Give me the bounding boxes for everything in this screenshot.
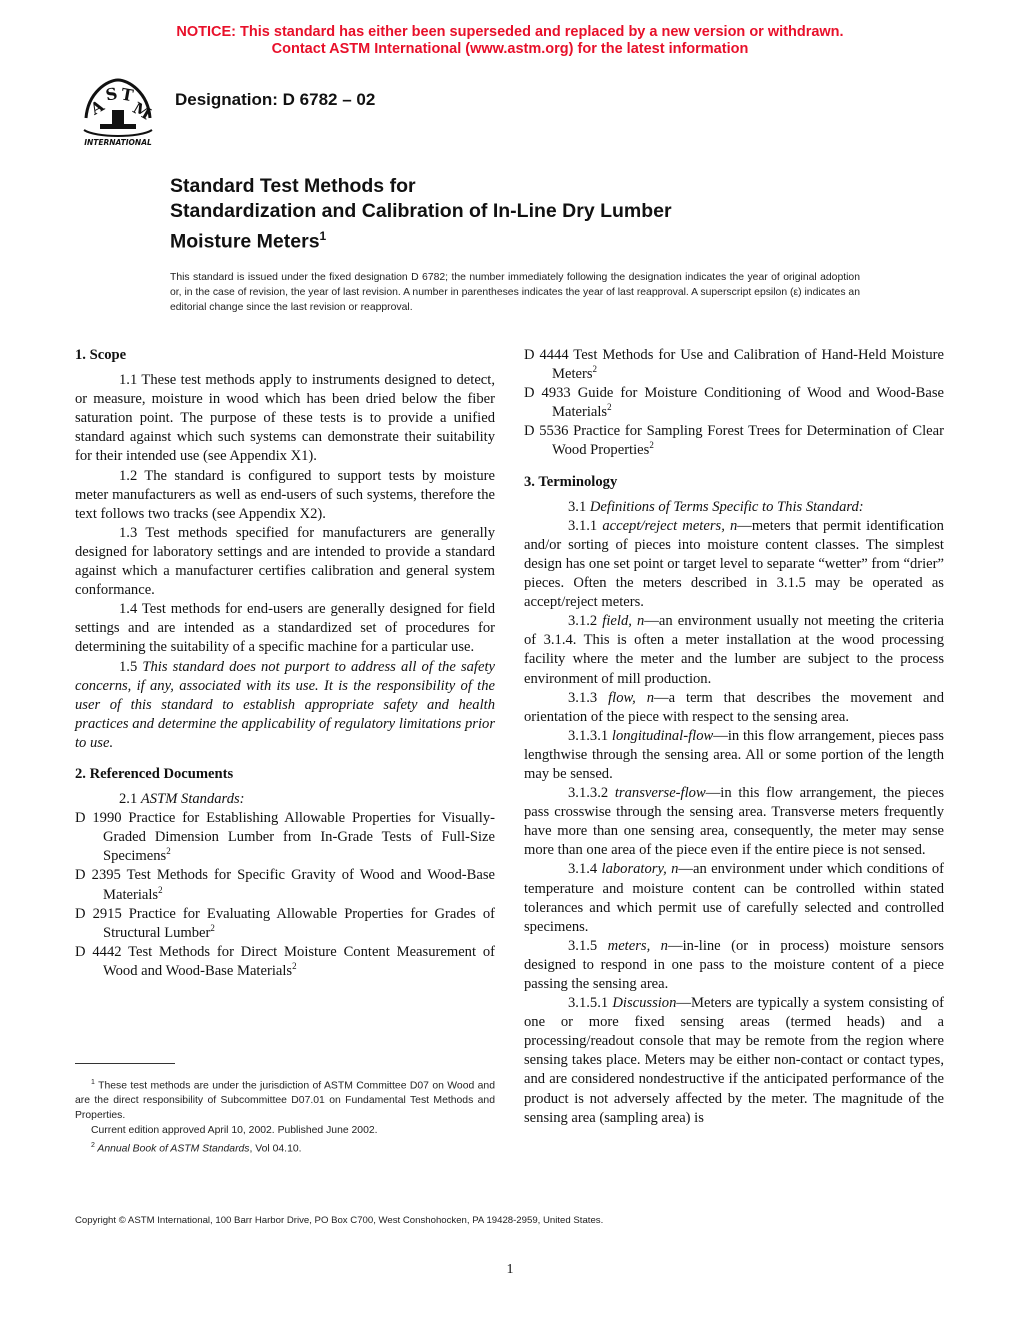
astm-logo (76, 74, 160, 148)
footnotes (75, 1075, 495, 1157)
logo-text: INTERNATIONAL (84, 138, 152, 147)
footnote-2: $^2$ Annual Book of ASTM Standards, Vol 04.10. (91, 1142, 302, 1155)
footnote-1: $^1$ These test methods are under the jurisdiction of ASTM Committee D07 on Wood and are the direct responsibility of Subcommittee D07.01 on Fundamental Test Methods and Properties. (75, 1079, 495, 1122)
copyright: Copyright © ASTM International, 100 Barr Harbor Drive, PO Box C700, West Conshohocken, PA 19428-2959, United States. (75, 1215, 604, 1226)
issue-note: This standard is issued under the fixed designation D 6782; the number immediately following the designation indicates the year of original adoption or, in the case of revision, the year of last revision. A number in parentheses indicates the year of last reapproval. A superscript epsilon (ε) indicates an editorial change since the last revision or reapproval. (170, 272, 860, 313)
reference-item: D 5536 Practice for Sampling Forest Trees for Determination of Clear Wood Properties$^2$ (524, 423, 944, 459)
svg-text:A: A (87, 95, 108, 119)
svg-text:T: T (119, 84, 135, 106)
referenced-2-1: 2.1 ASTM Standards: (119, 791, 245, 808)
term-3-1-1: 3.1.1 accept/reject meters, n—meters that permit identification and/or sorting of pieces into moisture content classes. The simplest design has one set point or target level to separate “wetter” from “drier” pieces. Often the meters described in 3.1.5 may be operated as accept/reject meters. (524, 517, 944, 611)
document-title (170, 174, 870, 255)
scope-1-4: 1.4 Test methods for end-users are generally designed for field settings and are intended as a standardized set of procedures for determining the suitability of a specific machine for a particular use. (75, 601, 495, 656)
svg-text:S: S (104, 83, 119, 105)
designation: Designation: D 6782 – 02 (175, 90, 376, 109)
term-3-1: 3.1 Definitions of Terms Specific to This Standard: (568, 498, 864, 515)
withdrawal-notice (0, 24, 1020, 58)
term-3-1-3-2: 3.1.3.2 transverse-flow—in this flow arrangement, the pieces pass crosswise through the sensing area. Transverse meters frequently have more than one sensing area, consequently, the meter may sense more than one area of the piece even if the entire piece is not sensed. (524, 785, 945, 859)
scope-1-5: 1.5 This standard does not purport to address all of the safety concerns, if any, associated with its use. It is the responsibility of the user of this standard to establish appropriate safety and health practices and determine the applicability of regulatory limitations prior to use. (75, 658, 495, 751)
term-3-1-3: 3.1.3 flow, n—a term that describes the movement and orientation of the piece with respect to the sensing area. (524, 689, 944, 725)
terminology-heading: 3. Terminology (524, 473, 618, 490)
reference-item: D 4442 Test Methods for Direct Moisture Content Measurement of Wood and Wood-Base Materials$^2$ (75, 943, 495, 979)
footnote-current-edition: Current edition approved April 10, 2002. Published June 2002. (91, 1125, 378, 1137)
term-3-1-5: 3.1.5 meters, n—in-line (or in process) moisture sensors designed to respond in one pass to the moisture content of a piece passing the sensing area. (524, 937, 944, 992)
right-column (524, 346, 944, 1128)
reference-item: D 2395 Test Methods for Specific Gravity of Wood and Wood-Base Materials$^2$ (75, 867, 495, 903)
reference-item: D 4444 Test Methods for Use and Calibration of Hand-Held Moisture Meters$^2$ (524, 347, 944, 383)
term-3-1-5-1: 3.1.5.1 Discussion—Meters are typically a system consisting of one or more fixed sensing areas (termed heads) and a processing/readout console that may be remote from the region where sensing takes place. Meters may be either non-contact or contact types, and are considered nondestructive if the anticipated performance of the product is not adversely affected by the meter. The magnitude of the sensing area (sampling area) is (524, 995, 945, 1126)
svg-text:M: M (129, 98, 155, 124)
scope-heading: 1. Scope (75, 347, 127, 363)
notice-line-1: NOTICE: This standard has either been superseded and replaced by a new version or withdrawn. (176, 24, 844, 40)
title-line-1: Standard Test Methods for (170, 175, 416, 197)
page-number: 1 (506, 1262, 514, 1277)
notice-line-2: Contact ASTM International (www.astm.org) for the latest information (271, 41, 749, 57)
referenced-heading: 2. Referenced Documents (75, 765, 234, 782)
title-line-2: Standardization and Calibration of In-Line Dry Lumber (170, 200, 672, 222)
term-3-1-4: 3.1.4 laboratory, n—an environment under which conditions of temperature and moisture content can be controlled within stated tolerances and which permit use of carefully selected and controlled specimens. (524, 861, 944, 935)
title-footnote-mark: 1 (319, 229, 327, 243)
footnote-rule (75, 1063, 175, 1064)
reference-item: D 2915 Practice for Evaluating Allowable Properties for Grades of Structural Lumber$^2$ (75, 905, 495, 941)
title-line-3: Moisture Meters$^1$ (170, 229, 327, 253)
reference-item: D 4933 Guide for Moisture Conditioning of Wood and Wood-Base Materials$^2$ (524, 385, 944, 421)
scope-1-2: 1.2 The standard is configured to support tests by moisture meter manufacturers as well as end-users of such systems, therefore the text follows two tracks (see Appendix X2). (75, 467, 495, 522)
scope-1-3: 1.3 Test methods specified for manufacturers are generally designed for laboratory settings and are intended to provide a standard against which a manufacturer certifies calibration and general system conformance. (75, 524, 495, 599)
left-column (75, 346, 495, 981)
term-3-1-2: 3.1.2 field, n—an environment usually not meeting the criteria of 3.1.4. This is often a meter installation at the wood processing facility where the meter and the lumber are subject to the process environment of mill production. (524, 613, 944, 687)
term-3-1-3-1: 3.1.3.1 longitudinal-flow—in this flow arrangement, pieces pass lengthwise through the sensing area. All or some portion of the length may be sensed. (524, 727, 944, 782)
scope-1-1: 1.1 These test methods apply to instruments designed to detect, or measure, moisture in wood which has been dried below the fiber saturation point. The purpose of these tests is to provide a unified standard against which such systems can demonstrate their suitability for their intended use (see Appendix X1). (75, 372, 495, 465)
reference-item: D 1990 Practice for Establishing Allowable Properties for Visually-Graded Dimension Lumber from In-Grade Tests of Full-Size Specimens$^2$ (75, 810, 495, 865)
